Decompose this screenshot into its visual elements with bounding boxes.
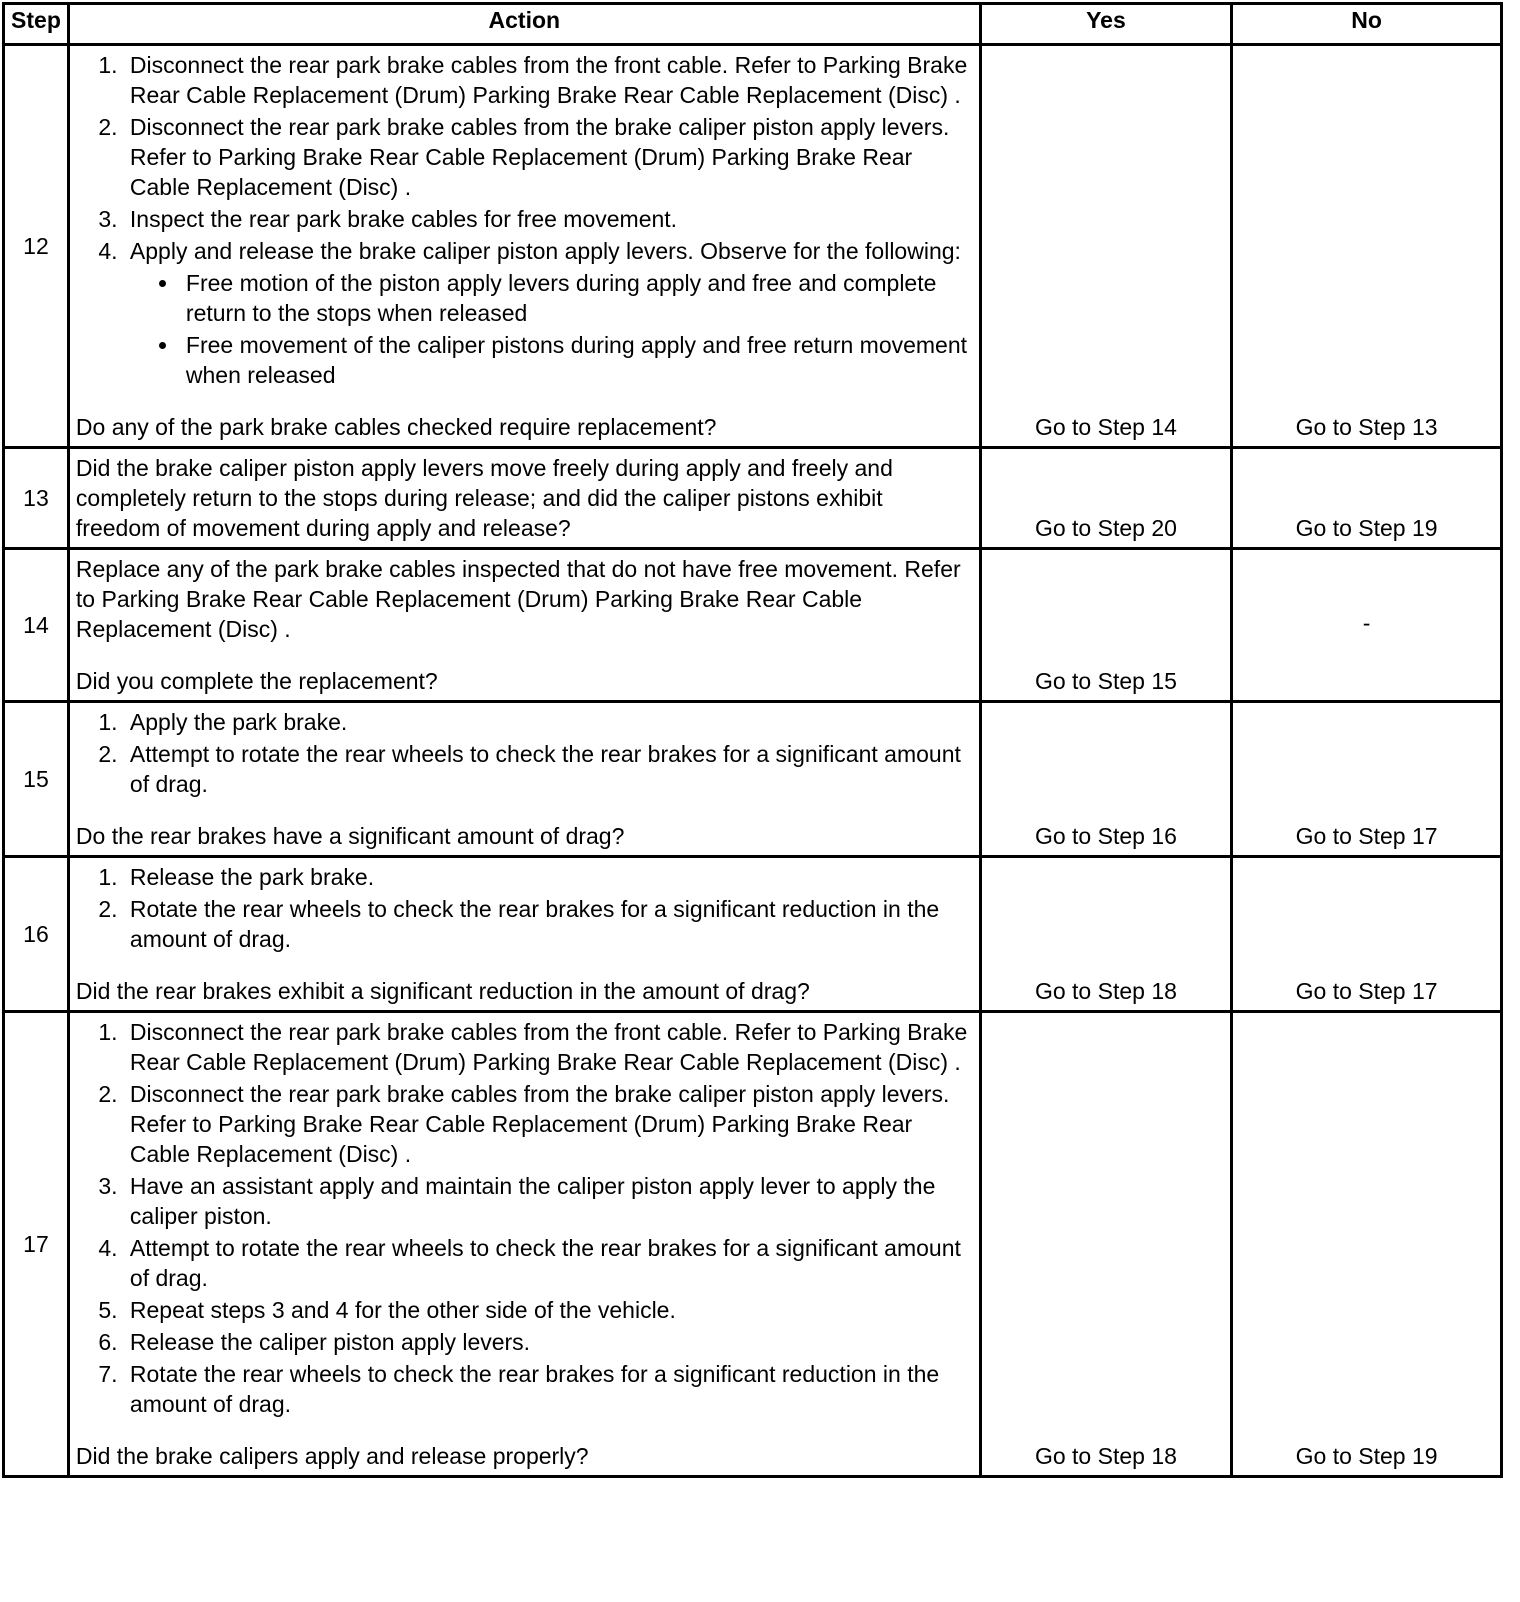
observation-item: • Free motion of the piston apply levers during apply and free and complete return to the stops when released: [180, 268, 971, 328]
action-question: Do any of the park brake cables checked require replacement?: [75, 414, 717, 440]
step-number: 13: [4, 448, 69, 549]
step-number: 14: [4, 549, 69, 702]
action-cell: [68, 702, 980, 857]
header-yes: Yes: [980, 4, 1232, 45]
action-cell: [68, 857, 980, 1012]
step-number: 17: [4, 1012, 69, 1477]
action-question: Did the rear brakes exhibit a significant reduction in the amount of drag?: [75, 978, 810, 1004]
action-step: 2. Disconnect the rear park brake cables from the brake caliper piston apply levers. Refer to Parking Brake Rear Cable Replacement (Drum) Parking Brake Rear Cable Replacement (Disc) .: [124, 112, 971, 202]
action-step: 2. Rotate the rear wheels to check the rear brakes for a significant reduction in the amount of drag.: [124, 894, 971, 954]
yes-result: Go to Step 18: [980, 1012, 1232, 1477]
action-step: 4. Attempt to rotate the rear wheels to check the rear brakes for a significant amount of drag.: [124, 1233, 971, 1293]
table-row: [4, 45, 1502, 448]
no-result: Go to Step 13: [1232, 45, 1502, 448]
action-step: 1. Apply the park brake.: [124, 707, 971, 737]
action-cell: [68, 549, 980, 702]
action-text: Replace any of the park brake cables inspected that do not have free movement. Refer to Parking Brake Rear Cable Replacement (Drum) Parking Brake Rear Cable Replacement (Disc) .: [75, 556, 961, 642]
action-step: 2. Attempt to rotate the rear wheels to check the rear brakes for a significant amount of drag.: [124, 739, 971, 799]
action-question: Do the rear brakes have a significant amount of drag?: [75, 823, 625, 849]
no-result: Go to Step 17: [1232, 857, 1502, 1012]
action-question: Did you complete the replacement?: [75, 668, 438, 694]
observation-list: [130, 268, 971, 390]
table-row: [4, 448, 1502, 549]
action-step: 7. Rotate the rear wheels to check the rear brakes for a significant reduction in the amount of drag.: [124, 1359, 971, 1419]
table-row: [4, 549, 1502, 702]
table-row: [4, 857, 1502, 1012]
action-step: 1. Release the park brake.: [124, 862, 971, 892]
action-steps: [76, 1017, 971, 1419]
observation-item: • Free movement of the caliper pistons during apply and free return movement when released: [180, 330, 971, 390]
no-result: -: [1232, 549, 1502, 702]
action-step: 1. Disconnect the rear park brake cables from the front cable. Refer to Parking Brake Rear Cable Replacement (Drum) Parking Brake Rear Cable Replacement (Disc) .: [124, 1017, 971, 1077]
action-question: Did the brake caliper piston apply levers move freely during apply and freely and completely return to the stops during release; and did the caliper pistons exhibit freedom of movement during apply and release?: [75, 455, 893, 541]
action-steps: [76, 50, 971, 390]
yes-result: Go to Step 15: [980, 549, 1232, 702]
action-cell: [68, 448, 980, 549]
action-steps: [76, 862, 971, 954]
action-step: 6. Release the caliper piston apply levers.: [124, 1327, 971, 1357]
yes-result: Go to Step 20: [980, 448, 1232, 549]
no-result: Go to Step 19: [1232, 448, 1502, 549]
yes-result: Go to Step 16: [980, 702, 1232, 857]
action-step: 3. Inspect the rear park brake cables for free movement.: [124, 204, 971, 234]
action-cell: [68, 1012, 980, 1477]
header-row: [4, 4, 1502, 45]
action-cell: [68, 45, 980, 448]
step-number: 12: [4, 45, 69, 448]
action-step: 3. Have an assistant apply and maintain the caliper piston apply lever to apply the caliper piston.: [124, 1171, 971, 1231]
step-number: 15: [4, 702, 69, 857]
diagnostic-table: [2, 2, 1503, 1478]
action-steps: [76, 707, 971, 799]
action-step: 5. Repeat steps 3 and 4 for the other side of the vehicle.: [124, 1295, 971, 1325]
action-step: 2. Disconnect the rear park brake cables from the brake caliper piston apply levers. Refer to Parking Brake Rear Cable Replacement (Drum) Parking Brake Rear Cable Replacement (Disc) .: [124, 1079, 971, 1169]
yes-result: Go to Step 18: [980, 857, 1232, 1012]
no-result: Go to Step 17: [1232, 702, 1502, 857]
table-row: [4, 702, 1502, 857]
step-number: 16: [4, 857, 69, 1012]
header-action: Action: [68, 4, 980, 45]
yes-result: Go to Step 14: [980, 45, 1232, 448]
table-row: [4, 1012, 1502, 1477]
header-step: Step: [4, 4, 69, 45]
action-step: [124, 236, 971, 390]
action-step: 1. Disconnect the rear park brake cables from the front cable. Refer to Parking Brake Rear Cable Replacement (Drum) Parking Brake Rear Cable Replacement (Disc) .: [124, 50, 971, 110]
action-step-text: Apply and release the brake caliper piston apply levers. Observe for the following:: [129, 238, 961, 264]
header-no: No: [1232, 4, 1502, 45]
no-result: Go to Step 19: [1232, 1012, 1502, 1477]
action-question: Did the brake calipers apply and release properly?: [75, 1443, 589, 1469]
